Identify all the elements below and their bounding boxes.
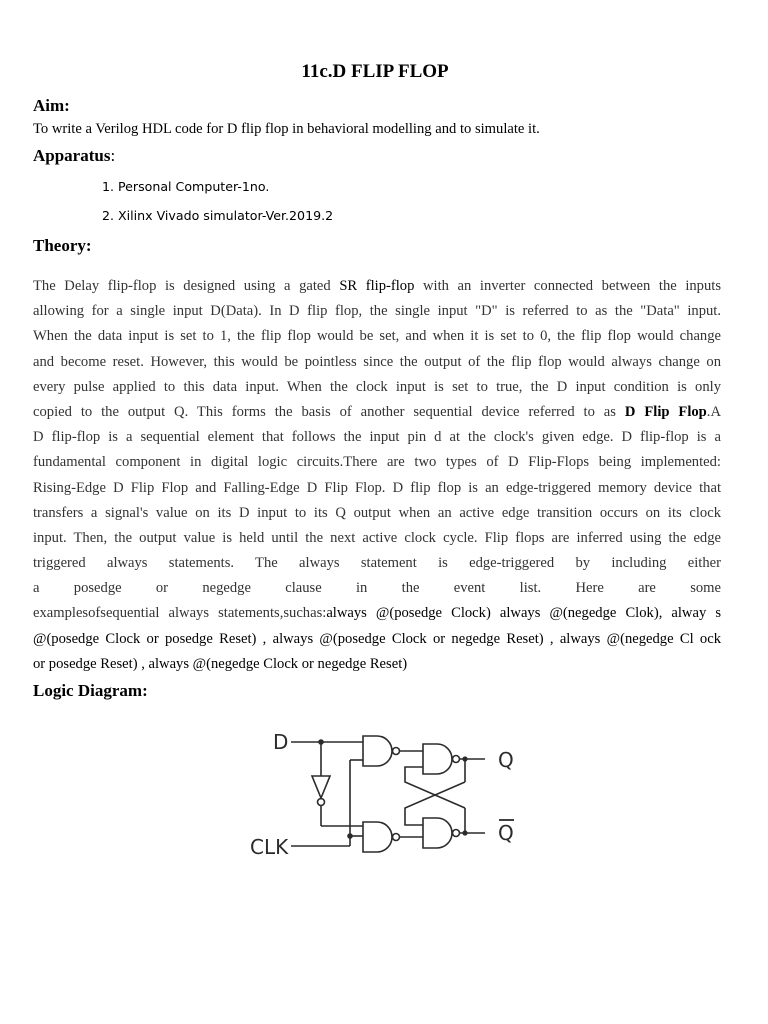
theory-line: allowing for a single input D(Data). In D flip flop, the single input "D" is referred to as the "Data" input. bbox=[33, 303, 721, 320]
theory-paragraph bbox=[33, 274, 721, 677]
theory-line: transfers a signal's value on its D input to its Q output when an active edge transition occurs on its clock bbox=[33, 504, 721, 521]
theory-line: copied to the output Q. This forms the basis of another sequential device referred to as D Flip Flop.A bbox=[33, 403, 721, 420]
theory-line: @(posedge Clock or posedge Reset) , always @(posedge Clock or negedge Reset) , always @(negedge Cl ock bbox=[33, 630, 721, 647]
clk-label: CLK bbox=[250, 835, 289, 859]
aim-text: To write a Verilog HDL code for D flip flop in behavioral modelling and to simulate it. bbox=[33, 121, 540, 137]
apparatus-list bbox=[102, 178, 333, 236]
latch-nand-gate-top bbox=[423, 744, 452, 774]
apparatus-item: 2. Xilinx Vivado simulator-Ver.2019.2 bbox=[102, 208, 334, 223]
theory-line: fundamental component in digital logic circuits.There are two types of D Flip-Flops being implemented: bbox=[33, 454, 721, 471]
theory-line: or posedge Reset) , always @(negedge Clock or negedge Reset) bbox=[33, 655, 408, 672]
theory-line: triggered always statements. The always statement is edge-triggered by including either bbox=[33, 555, 721, 572]
cross-feedback-wire bbox=[405, 767, 465, 808]
logic-diagram-heading: Logic Diagram: bbox=[33, 681, 148, 700]
d-label: D bbox=[273, 730, 289, 754]
input-nand-gate-top bbox=[363, 736, 392, 766]
apparatus-item: 1. Personal Computer-1no. bbox=[102, 179, 270, 194]
theory-line: examplesofsequential always statements,suchas:always @(posedge Clock) always @(negedge Clok), alway s bbox=[33, 605, 721, 622]
page-title: 11c.D FLIP FLOP bbox=[301, 61, 449, 82]
theory-line: D flip-flop is a sequential element that follows the input pin d at the clock's given edge. D flip-flop is a bbox=[33, 429, 721, 446]
theory-line: The Delay flip-flop is designed using a gated SR flip-flop with an inverter connected between the inputs bbox=[33, 278, 722, 294]
qbar-label: Q bbox=[498, 821, 514, 845]
apparatus-heading: Apparatus: bbox=[33, 146, 116, 165]
inverter-gate bbox=[312, 776, 330, 798]
aim-heading: Aim: bbox=[33, 96, 70, 115]
theory-line: When the data input is set to 1, the flip flop would be set, and when it is set to 0, the flip flop would change bbox=[33, 328, 721, 345]
input-nand-gate-bottom bbox=[363, 822, 392, 852]
q-label: Q bbox=[498, 748, 514, 772]
d-flip-flop-logic-diagram bbox=[245, 722, 535, 867]
theory-heading: Theory: bbox=[33, 236, 92, 255]
theory-line: and become reset. However, this would be pointless since the output of the flip flop would always change on bbox=[33, 353, 721, 370]
latch-nand-gate-bottom bbox=[423, 818, 452, 848]
theory-line: every pulse applied to this data input. When the clock input is set to true, the D input condition is only bbox=[33, 378, 721, 395]
theory-line: a posedge or negedge clause in the event list. Here are some bbox=[33, 580, 721, 597]
theory-line: input. Then, the output value is held until the next active clock cycle. Flip flops are inferred using the edge bbox=[33, 529, 721, 546]
theory-line: Rising-Edge D Flip Flop and Falling-Edge D Flip Flop. D flip flop is an edge-triggered memory device that bbox=[33, 479, 721, 496]
